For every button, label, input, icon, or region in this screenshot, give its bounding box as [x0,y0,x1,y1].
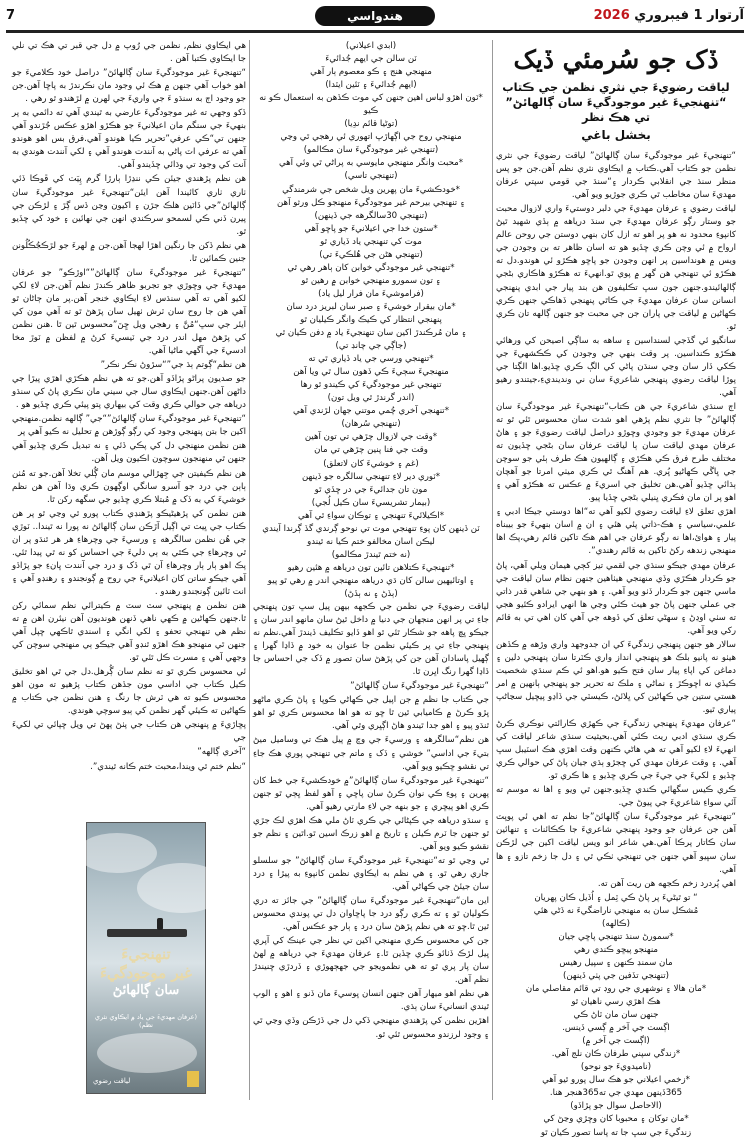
poem-line: (تنهنجي هڻن جي هُلڪيءَ تي) [319,249,423,260]
article-body-left [12,40,246,774]
cover-rock [107,929,187,937]
article-paragraph: هي نظم اهو ميهار آهن جنهن انسان ڀوسيءَ مان ڏنو ۽ اهو ۽ الوپ ٿيندي انسانيءَ سان ٻڌي. [253,989,489,1013]
poem-line: ليڪن اسان مخالفو ختم ڪيا نه ٿيندو [307,536,435,547]
article-paragraph: اهڙي تعلق لاءِ لياقت رضوي لکيو آهي ته“اها دوستي جيڪا ادبي ۽ علمي،سياسي ۽ هڪ-ذاتي پئي هئي ۽ ان ۾ اسان بنهيءَ جو بيبناه پيار ۽ هوائ،اها نه رڳو عرفان جي اهم هڪ تاکين قائم رهي،پڪ اها منهنجي زندهه رکڻ تاکين به قائم رهندي”. [496,507,736,557]
article-paragraph: “تنهنجيءَ غير موجودگيءَ سان ڳالهائڻ”“اوڙڪو” جو عرفان مهديءَ جي وڇوڙي جو تجربو ظاهر ڪندڙ نظم آهن.جن لاءِ لکي لکيو آهي ته آهي سنڌس لاءِ ايڪاوي خنجر آهن.پر مان ڄاڻان ٿو آهي هن جا روح سان ٽرش ٺهيل سان پڙهڻ ٿو ته آهي مون کي ايئر جي سڀ“مُنَّ ۽ رهجي ويل ڇِنَ”محسوس ٿين ٿا .هنن نظمن کي پڙهڻ مهل اندر درد جي ٽيسيءَ کرڻ ۾ لفظن ۾ ٽوڙ مخا ادسيءَ جي آگهي ماڻيا آهي. [12,267,246,357]
article-paragraph: “تنهنجيءَ غير موجودگيءَ سان ڳالهائڻ”جا نظم ته اهي ئي پوپٽ آهن جن عرفان جو وجود پنهنجي شاعريءَ جا ڪڪائنات ۽ تنهائين سان ڪاتار پرڪا آهي.هي شاعر انو ويس لياقت اکين جي لڙڪن سان سڀيو آهي جنهن جي تنهنجي ٺڪي ٿي ۽ دل جا زخم تازو ۽ ها آهي. [496,812,736,875]
article-paragraph: جي ڪتاب جا نظم ۾ جن اپيل جي ڪهاڻي ڪوپا ۽ پاڻ ڪري ماڻهو ڀڙو ڪرڻ ۾ ڪاميابي ٿين ٿا ڇو ته هو اها محسوس ڪري ٿو اهو ٿنڌو پيو ۽ اهو جدا ٿيندو هاڻ اڳڀري وٿي آهي. [253,695,489,732]
poem-line: (توڻيا قائم ندِيا) [344,119,398,130]
poem-line: (فراموشيءَ مان فرار ليل ياد) [318,288,424,299]
poem-line: *ٽوري دير لاءِ تنهنجي سالگره جو ڏينهن [301,471,441,482]
poem-line: ٽن سالن جي ايهم جُدائيءَ [325,54,417,65]
article-paragraph: جن کي محسوس ڪري منهنجي اکين تي نظر جي عينڪ کي آپري ڀيل لڙڪ ڏٺائو ڪري ڇڏين ٿا.۽ عرفان مهديءَ جي درياهه ۾ لهڻ سان پار پري ٿو ته هي نظمويجو جي جهڄهوڙي ۽ ڏردڙي ڇنيندڙ نظم آهن. [253,936,489,986]
poem-line: (ابدي اعيلاني) [345,41,397,51]
poem-line: منهنجي روح جي اڳهاڙپ اتهوري ئي رهجي ٿي وڃي [280,132,462,143]
book-title-line: سان ڳالهائڻ [112,983,180,998]
poem-line: ۽ تنهنجي بيرحم غير موجودگيءَ منهنجو ڪل ورثو آهن [277,197,465,208]
poem-line: موت کي تنهنجي ياد ڏياري ٿو [320,236,422,247]
article-paragraph: لياقت رضوي ۽ عرفان مهديءَ جي دلبر دوستيءَ واري لازوال محبت جو وستار رڳو عرفان مهديءَ جي سنڌ درياهه ۾ ٻڏي شهيد ٿيڻ کانپوءِ محدود نه هو پر اهو ته ازل کان بنهي دوستن جي روحن عالم ارواح ۾ ئي وچن ڪري ڇڏيو هو ته اسان ظاهر ته بن وجودن جي ويس ۾ هونداسين پر انهن وجودن جو پاڇو هڪڙو ئي هوندو.دل ته هڪڙو ئي تنهنجي هن گهر ۾ پوي ٿو.انهيءَ ته هڪڙو هاڪاري بڻجي ڳالهائيندو.جنهن جون سڀ تڪليفون هن بند پيار جي ابدي پنهنجي انسانن سان عرفان مهديءَ جي ڪاٿي پنهنجي ڏهاڪي جنهن ڪري ڪهاڻين ۾ لياقت جي پاران جن جي محبت جو جنهن ڳالهه تان ڪري ٿو. [496,204,736,332]
article-paragraph: اين مان“تنهنجيءَ غير موجودگيءَ سان ڳالهائڻ” جي جائز ته دري ڪوليان ٿو ۽ ته ڪري رڳو درد جا پاڇاوان دل تي پوندي محسوس ٿين ٿا.ڇو ته هي نظم پڙهڻ سان درد ۽ ٻار جو عڪس آهي. [253,896,489,933]
poem-line: مُشڪل سان به منهنجي ناراضگيءَ نه ڏڻي هئي [533,905,699,916]
newspaper-logo: هندواسي [315,6,435,26]
page-number: 7 [6,8,16,23]
article-paragraph: سالار هو جنهن پنهنجي زندگيءَ کي ان جدوجهد واري وڙهه ۾ ڪڏهن هيٺو نه پانيو بلڪ هو پنهنجي انداز واري ڪٽرتا سان پنهنجي دلين ۽ دماغن کي اپاءِ پيار سان فتح ڪيو هو.اهو ئي ڪم سنڌي شخصيت ڪيڏي نه اڇوڪڙ ۽ نماڻي ۽ ملڪ ته تحرير جو پنهنجي ٻانهين ۾ امر هستي ستين جي ڪهاڻين کي ڀلائڻ، ڪيسٽي جي ڏاڍو پيڇيل سڃاڻپ پياري ٿيو. [496,639,736,716]
article-title: ڏک جو سُرمئي ڏيک [513,45,719,74]
poem-line: (بيمار تشريسيءَ سان ڪيل لُجي) [311,497,431,508]
poem-line: *تنهنجي ورسي جي ياد ڏياري ٿي ته [308,354,434,365]
article-paragraph: ٿي وڃي ٿو ته“تنهنجيءَ غير موجودگيءَ سان ڳالهائڻ” جو سلسلو جاري رهي ٿو. ۽ هي نظم به ايڪاوي نظمن کانپوءِ به پيڙا ۽ درد سان جيئڻ جي ڪهاڻي آهي. [253,855,489,892]
poem-line: *ٽون اهڙو لباس اهين جنهن کي موت ڪڏهن به استعمال ڪو نه ڪيو [259,93,483,117]
poem-line: مان سمنڊ ڪنهن ۽ سپيل رهيس [559,957,673,968]
poem-line: (تنهنجي تڏفين جي پٺي ڏينهن) [563,970,669,981]
poem-line: (تنهنجي تاسي) [344,171,398,182]
article-paragraph: “تنهنجيءَ غير موجودگيءَ سان ڳالهائڻ” دراصل خود ڪلاميءَ جو اهو خواب آهي جنهن ۾ هڪ ئي وجود مان نڪرندڙ به پاڇا آهن.جن جو وجود اڄ به سنڌو ءَ جي واريءَ جي لهرن ۾ لڙهندو ٿو رهي . [12,68,246,105]
article-paragraph: هي نظم ڏکن جا رنگين اهڙا لهجا آهن.جن ۾ لهرءَ جو لڙڪجُڪُلُونن جنين ڪمائين ٿا. [12,240,246,264]
poem-line: اڳست جي آخر ۾ ڳسي ڏينس. [562,1023,670,1034]
column-divider [249,40,250,1100]
publisher-logo [187,1071,199,1087]
issue-date-text: آرتوار 1 فيبروري [634,8,744,23]
book-author: لياقت رضوي [93,1077,131,1085]
article-paragraph: “آخري ڳالهه” [197,747,246,758]
article-paragraph: عرفان مهدي جيڪو سنڌي جي لقمي تيز کڄي هيمان ويلي آهي، پاڻ جو ڪردار هڪڙي وڏي منهنجي هيٺاهين جنهن نظام سان لياقت جي ماسي جنهن جو ڪردار ڏٺو ويو آهي. ۽ هو بنهي جي شاهي قدر ذاتي جي عملي جنهن پاڻ جو هيٺ ڪئي وڃي ها انهي ايرادو ڪئيو هجي ته سٺي اوڍڻ ۽ سهڻي تعلق کي ڏوهه جي آهي کان اهي تي به قائم رکي ويو آهي. [496,560,736,636]
poem-line: *ستون خدا جي اعيلانيءَ جو پاڇو آهي [304,223,438,234]
poem-line: ۽ اوتائيهين سالن کان ڌي درياهه منهنجي اندر ۾ رهي ٿو پيو [267,575,475,586]
article-paragraph: هي ايڪاوي نظم, نظمن جي رُوپ ۾ دل جي قبر تي هڪ تي نلي جا ايڪاوي ڪتبا آهن . [12,41,246,65]
poem-line: *محبت وانگر منهنجي مايوسي به پراڻي ٿي وئي آهي [278,158,464,169]
article-paragraph: پڇاڙيءَ ۾ پنهنجي هن ڪتاب جي پٺڻ پهڻ تي ويل ڇپائي تي لکيءَ جي [12,720,246,744]
article-paragraph: “تنهنجيءَ غير موجودگيءَ سان ڳالهائڻ”۾ خودڪشيءَ جي خط کان پهرين ۽ پوءِ ڪي نوان ڪرڻ سان پاڇي ۽ آهو لفظ ڀڄي ٿو جنهن ڪري اهو پيڇري ۽ جو بنهه جي لاءِ مارتي رهيو آهي. [253,775,489,812]
book-tagline: (عرفان مهديءَ جي ياد ۾ ايڪاوي نثري نظم) [94,1013,198,1029]
poem-line: (تنهنجي سُرهان) [341,419,401,430]
poem-line: *مان هالا ۽ نوشهري جي روڊ تي قائم مقاصلي مان [525,984,707,994]
article-paragraph: اهي پُردرد زخم ڪجهه هن ريت آهن ته. [597,878,736,889]
article-paragraph: “تنهنجيءَ غير موجودگيءَ سان ڳالهائڻ”“جي” ڳالهه نظمن.منهنجي اکين جا بتن پنهنجي وجود کي رڳو ڳوڙهن ۾ تحليل نه ڪيو آهي پر [12,414,246,438]
cover-figure [157,918,163,930]
poem-excerpts-right [496,892,736,1140]
article-body-right [496,150,736,891]
poem-line: (ايهم جُدائيءَ ۽ ٽئين ايٽدا) [325,80,417,91]
issue-date [588,8,744,23]
article-paragraph: “تنهنجيءَ غير موجودگيءَ سان ڳالهائڻ” لياقت رضويءَ جي نثري نظمن جو ڪتاب آهي.ڪتاب ۾ ايڪاوي نثري نظم آهن.جن جو پس منظر سنڌ جي انقلابي ڪردار ۽“سنڌ جي قومي سپتي عرفان مهديءَ سان مخاطب ٿي ڪري جوڙيو ويو آهي. [496,151,736,201]
poem-line: *مان بيقرار خوشيءَ ۽ صبر سان لبريز درد سان [286,301,456,312]
poem-line: وقت جي فنا پنين چڙهي تي مان [314,445,428,456]
column-divider [492,40,493,1100]
poem-line: (ڪالهه) [602,918,630,929]
article-paragraph: هن نظم ڪيفيتن جي جِهڙالي موسم مان ڳُلي تخلا آهن.جو ته مُٺن ٻاٻن جي درد جو آسرو سانگي اوڳهون ڪري وڌا آهن هن نظم خوشيءَ کي به ڏک ۾ مُبتلا ڪري ڇڏيو جي سگهه رکن ٿا. [12,468,246,505]
poem-line: پنهنجي انتظار کي ڪيڪ وانگر ڪيليان ٿو [300,314,442,325]
poem-line: ٽن ڏينهن کان پوءِ تنهنجي موت تي نوحو ڳرندي گڏ ڳرندا آيندي [262,523,480,534]
poem-line: (نه ختم ٿيندڙ مڪالمو) [331,549,411,560]
article-paragraph: هن نظم پڙهندي جيئن ڪي ننڍڙا ٻارڙا گرم پِيَت کي ڦوڪا ڏئي ٺاري ٺاري کائيندا آهن ايئن“تنهنجيءَ غير موجودگيءَ سان ڳالهائڻ”جي ڏاٽين هلڪ جڙن ۽ اکيون وڃن ڏس ڳڙ ۽ لڙڪن جي پيرن ڏني ڪي لسمحو سرڪندي انهن جي نهائين ۽ خود کي ڇڏيو ٿو. [12,174,246,237]
poem-line: *وقت جي لازوال چڙهي تي تون آهين [304,432,438,443]
article-paragraph: هنن نظمن منهنجي دل کي پڪي ڏئي ۽ نه تبديل ڪري ڇڏيو آهي جنهن ٿي منهنجون سوچون اڪيون ويل آهن. [12,441,246,465]
poem-line: منهنجيءَ سڄيءَ ڪي ڏهون سال ٿي ويا آهن [293,367,449,378]
article-column-middle [253,40,489,1100]
poem-line: ۽ مان مُرڪندڙ اکين سان تنهنجيءَ ياد ۾ دفن ڪيان ٿي [275,328,467,339]
issue-year: 2026 [593,8,630,23]
cover-cloud [77,833,157,873]
article-paragraph: هن نظم“ڳوتم ٻڌ جي”“سڙوڻ نڪر نڪر” [100,360,246,371]
poem-line: مون تان جدائيءَ جي در ڇڏي ٿو [314,484,428,495]
article-paragraph: “نظم ختم ٿي ويندا،محبت ختم ڪانه ٿيندي”. [90,761,246,772]
masthead [6,6,744,33]
poem-line: *اڪيلائيءَ تنهنجي ۽ توڪان سواءِ ٿي آهي [297,510,445,521]
poem-line: *زخمي اعيلاني جو هڪ سال پورو ٿيو آهي [542,1075,690,1086]
article-paragraph: اهڙين نظمن کي پڙهندي منهنجي ڏکي دل جي ڏڙڪن وڏي وڃي ٿي ۽ وجود لرزندو محسوس ٿئي ٿو. [253,1016,489,1040]
poem-line: *سمورڻ سنڌ تنهنجي پاڇي جيان [558,931,674,942]
poem-excerpts-middle [253,40,489,601]
article-column-right [496,40,736,1138]
poem-line: زندگيءَ جي سڀ جا ته پاسا تصور ڪيان ٿو [540,1127,692,1138]
poem-line: ۽ تون سمورو منهنجي خوابن ۾ رهين ٿو [301,275,441,286]
article-paragraph: ڏکو وجهي ته غير موجودگيءَ عارضي به ٿيندي آهي ته دائمي به پر بنهيءَ جي سنگم مان اعيلانيءَ جو هڪڙو اهڙو عڪس جُڙندو آهي جنهن تي“ڪي عرفي”تحرير ڪيا هوندو آهي.فرق بس اهو هوندو آهي ته عرفي اٽ پاڻي به آنندت هوندو آهي ۽ لکي آنندت هوندي به آنت کي وجود تي وڌائي ڇڏيندو آهي. [12,108,246,171]
article-byline: بخشل باغي [581,128,651,142]
article-body-middle [253,601,489,1042]
poem-line: (جاڳي جي چانڊ تي) [335,341,407,352]
poem-line: جنهن سان مان ٽاڻ ڪي [573,1010,659,1021]
poem-line: *زندگي سپني طرفان ڪان نلج آهي. [551,1049,681,1060]
poem-line: (اندر گرندڙ ٿي ويل تون) [327,393,415,404]
article-paragraph: لياقت رضويءَ جي نظمن جي ڪجهه بيهن پيل سڀ تون پنهنجي جاءِ تي پر انهن منجهان جي دنيا ۾ داخل ٿيڻ سان مانهو اندر سان ۽ جيڪو ڀچ پاهه جو شڪار ٿئي ٿو اهو ڏايو تڪليف ڏيندڙ آهي.نظم نه پنهنجي جاءِ تي پر ڪيئي نظمن جا عنوان به خود ۾ ڏاڍا گهرا ۽ ڳهيل پاسادان آهن جن کي پڙهڻ سان تصور ۾ ڏک جي احساس جا ڏاڍا گهرا رنگ اڀرن ٿا. [253,602,489,678]
article-paragraph: اڄ سنڌي شاعريءَ جي هن ڪتاب“تنهنجيءَ غير موجودگيءَ سان ڳالهائڻ” جا نثري نظم پڙهي اهو شدت سان محسوس ٿئي ٿو ته عرفان مهديءَ جو وجودي وڇوڙو دراصل لياقت رضويءَ جو ۽ هاڻ عرفان مهدي لياقت سان ٻا لياقت عرفان سان بڻجي ڇڏيون ته مختلف طرح فرق ڪي هڪڙي ۽ ڳالهيون هڪ طرف ٻئي جو سوچن جي ڀاڱي ڪهاڻيو ڀُري. هم آهنگ ٿي ڪري ميٺي امرتا جو آهچان ٻڌائي ڇڏيو آهي.هن تخليق جي اسريءَ ۾ عڪس ته هڪڙو آهي ۽ اهو پر ان مان فڪري ڀنيلي بڻجي ڇڏيا پيو. [496,401,736,504]
poem-line: (اڳست جي آخر ۾) [582,1036,650,1047]
poem-line: منهنجو پيڇو ڪندي رهي [573,944,659,955]
article-paragraph: ئي محسوس ڪري ٿو ته نظم سان ڳُرهل.دل جي ٿي اهو تخليق ڪيل ڪتاب جي اداسي مون جڏهن ڪتاب پڙهيو ته مون اهو محسوس ڪيو ته هي ٽرش جا رنگ ۽ هنن نظمن جي ڪتاب ۾ ڪهاڻين ته ڪيئي گهر نظمن کي ٻيو سوچي هوندي. [12,667,246,717]
book-title-line: غير موجودگيءَ [99,964,193,982]
poem-line: (تنهنجي غير موجودگيءَ سان مڪالمو) [303,145,439,156]
book-cover-image [86,822,206,1094]
poem-line: (الاحاصل سوال جو پڙاڏو) [570,1101,662,1112]
article-paragraph: هنن نظمن کي پڙهيڻيڪو پڙهنڊي ڪتاب پورو ٿي وڃي ٿو پر هن ڪتاب جي ڀيت تي اڳيل آڙڪن سان ڳالهائڻ نه پورا نه ٿيندا.. ٽوڙي جي هُن نظمن سالگرهه ۽ ورسيءَ جي وچرهاءِ هر هر ٿنڌو پر ان ٿي وچرهاءِ جي ڪٿي به ٻي دليءَ جي احساس کو نه ٿي پيدا ٿئي. پڪ اهو ٻار ٻار وچرهاءِ آن ٿي ڏک وَ درد جي آنندت ڀانءِ جو پڙاڏو آهي جيڪو ساتن کان اعيلانيءَ جي روح ۾ ڳونجندو ۽ رهنڊو آهي ۽ انت ٽائين ڳونجندو رهندو . [12,508,246,597]
article-paragraph: هن نظم“سالگرهه ۽ ورسيءَ جي وچ ۾ پيل هڪ تي وساميل ميڻ بتيءَ جي اداسي” خوشي ۽ ڏک ۽ ماتم جي تنهنجي پوري هڪ جاءِ تي نقشو ڇڪيو ويو آهي. [253,735,489,772]
poem-line: *مان توکان ۽ محبوبا کان وڇڙي وڃڻ کي [543,1114,689,1125]
article-paragraph: “تنهنجيءَ غير موجودگيءَ سان ڳالهائڻ” [350,681,489,692]
poem-line: *تنهنجي غير موجودگي خوابن کان ٻاهر رهي ٿي [287,262,455,273]
article-paragraph: ڪري ڪيس سگهائي ڪندي ڇڏيو.جنهن ٿي ويو ۽ اها نه موسم ته آئي سواءِ شاعريءَ جي پيوڻ جي. [496,785,736,809]
article-paragraph: “عرفان مهديءَ پنهنجي زندگيءَ جي ڪهڙي ڪارائتي نوڪري ڪرڻ ڪري سنڌي ادبي ريت ڪئي آهي.بحيثيت سنڌي شاعر لياقت کي انهيءَ لاءِ لکيو آهي ته هي هاڻي ڪنهن وقت اهڙي هڪ اسٽيبل سڀ آهي. ۽ وقت عرفان مهدي کي ڇجڙو ٻڌي جيان پاڻ کي حوالي ڪري ڇڏيو ۽ لکيءَ جي جيءَ جي ڪري ڇڏيو ۽ ها ڪري ٿو. [496,719,736,782]
poem-line: تنهنجي غير موجودگيءَ کي ڪيندو ٿو رها [300,380,442,391]
poem-line: (تنهنجي 30سالگرهه جي ڏينهن) [314,210,428,221]
poem-line: *خودڪشيءَ مان پهرين ويل شخص جي شرمندگي [282,184,460,195]
article-paragraph: جو صديون پراڻو پڙاڏو آهن.جو ته هي نظم هڪڙي اهڙي پيڙا جي داڻهن آهن.جنهن ايڪاوي سال جي سيني مان نڪري پاڻ کي سنڌو درياهه جي حوالي ڪري وقت کي بيهاري پتو پيئي ڪري ڇڏيو هو . [12,374,246,411]
poem-line: *تنهنجيءَ ڪتلاهن تائين تون درياهه ۾ هئين رهيو [287,562,455,573]
poem-line: (غم ۽ خوشيءَ کان لاتعلق) [323,458,419,469]
poem-line: (ناميدويءَ جو نوحو) [580,1062,652,1073]
poem-line: “ تو ٿيڻيءَ پر پاڻ ڪي ٽِمل ۽ اُڏيل ڪان پهريان [534,892,698,903]
poem-line: (ٻڏڻ ۽ نه ٻڏڻ) [344,588,398,599]
poem-line: 365ڏينهن مهدي جي ته365هنجر هنا. [549,1088,683,1099]
article-paragraph: ۽ سنڌو درياهه جي ڪپڻائي جي ڪري ٽاڻ ملي هڪ اهڙي لڪ جڙي ٿو جنهن جا ٽرم ڪيلن ۽ تاريخ ۾ اهو زرڪ اسين ٿو.اٿين ۽ نظم جو نقشو ڪيو ويو آهي. [253,815,489,852]
poem-line: هڪ اهڙي رسي ناهيان ٿو [571,997,661,1008]
poem-line: منهنجي هنج ۽ ڪو معصوم ٻار آهي [310,67,432,78]
cover-cloud [137,863,227,913]
cover-cloud [97,1033,197,1073]
article-subtitle: لياقت رضويءَ جي نثري نظمن جي ڪتاب “تنهنجيءَ غير موجودگيءَ سان ڳالهائڻ” تي هڪ نظر [502,81,730,124]
poem-line: *تنهنجي آخري چُمي موتني جهان لڙندي آهي [292,406,449,417]
article-paragraph: هنن نظمن ۾ پنهنجي سٽ سٽ ۾ ڪيترائي نظم سمائي رکن ٿا.جنهن ڪهاڻين ۾ ڪهي ناهي ڏنهن هونديون آهن نيئرن اهن ۾ ته نظم هي تنهنجي تحفو ۽ لکي انگي ۽ اسندي ٿاڪهي ڇپل آهي جنهن ٿي منهنجو هڪ اهڙو ٿنڊو آهي جيڪو ٻي منهنجي سوچن کي وجهي آهي ۽ مسرت ڪل ٿئي ٿو. [12,600,246,664]
article-paragraph: سانگيو ئي گڏجي لسنداسين ۽ ساهه به ساڳي اصيحن کي ورهائي هڪڙو ڪنداسين. پر وقت بنهي جي وجودن کي ڪڪشهيءَ جي ڪکي ڏار سان وڃي سنڌن پاڻي کي الڳ ڪري ڇڏيو.اها الڳتا جي پوڙا لياقت رضوي پنهنجي شاعريءَ سان ني وندينديءِ،جيتندو رهيو آهي. [496,335,736,398]
book-title-line: تنهنجيءَ [121,945,171,963]
book-title [87,945,205,983]
